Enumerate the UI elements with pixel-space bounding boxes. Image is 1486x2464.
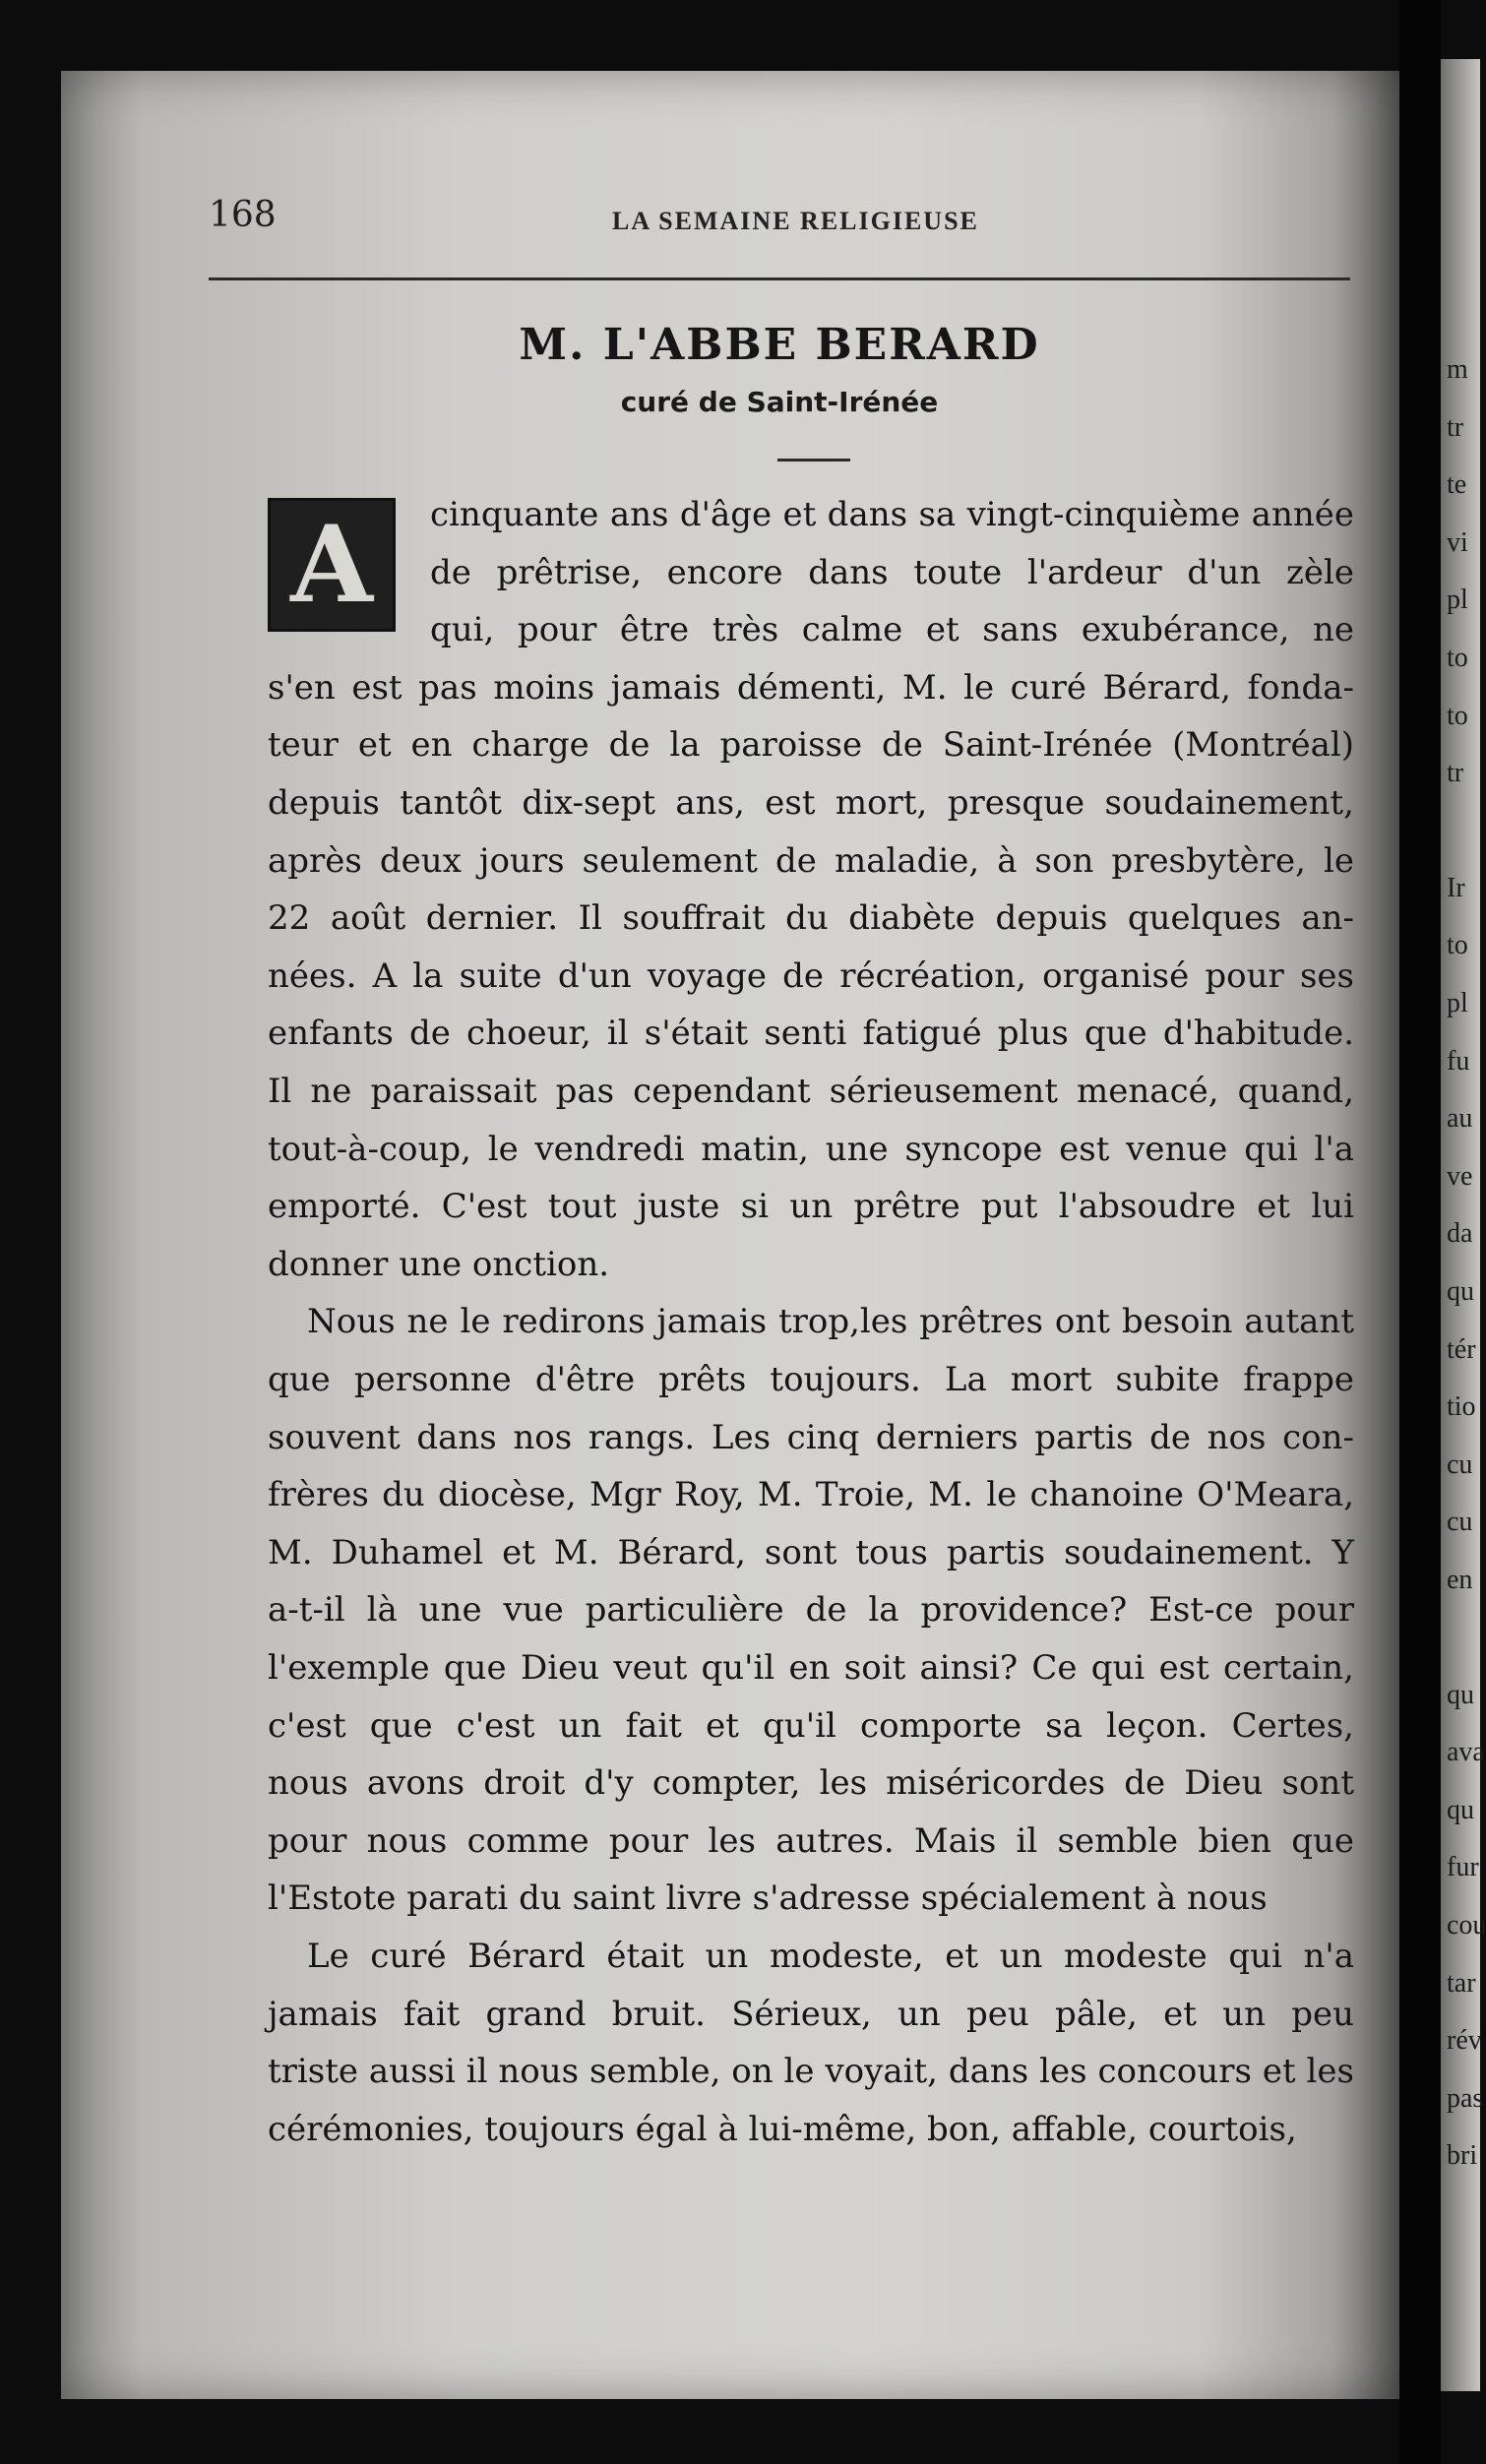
adjacent-page-fragment: qu	[1447, 1276, 1474, 1307]
body-line: enfants de choeur, il s'était senti fatigué plus que d'habitude.	[268, 1014, 1354, 1054]
body-line: Le curé Bérard était un modeste, et un modeste qui n'a	[307, 1937, 1354, 1976]
body-line: qui, pour être très calme et sans exubérance, ne	[430, 610, 1354, 650]
title-separator	[777, 459, 850, 462]
drop-cap-ornament	[268, 498, 396, 632]
adjacent-page-fragment: tr	[1447, 758, 1464, 789]
adjacent-page-fragment: cu	[1447, 1448, 1473, 1480]
adjacent-page-fragment: au	[1447, 1103, 1473, 1135]
body-line: souvent dans nos rangs. Les cinq derniers partis de nos con-	[268, 1417, 1354, 1457]
running-title: LA SEMAINE RELIGIEUSE	[612, 207, 979, 235]
body-line: emporté. C'est tout juste si un prêtre put l'absoudre et lui	[268, 1187, 1354, 1227]
book-page	[61, 71, 1399, 2399]
body-line: a-t-il là une vue particulière de la providence? Est-ce pour	[268, 1590, 1354, 1631]
body-line: 22 août dernier. Il souffrait du diabète depuis quelques an-	[268, 898, 1354, 939]
body-line: cinquante ans d'âge et dans sa vingt-cinquième année	[430, 495, 1354, 534]
body-line: l'exemple que Dieu veut qu'il en soit ainsi? Ce qui est certain,	[268, 1648, 1354, 1688]
adjacent-page-fragment: pl	[1447, 988, 1468, 1018]
body-line: jamais fait grand bruit. Sérieux, un peu pâle, et un peu	[268, 1994, 1354, 2034]
body-line: c'est que c'est un fait et qu'il comporte sa leçon. Certes,	[268, 1705, 1354, 1746]
article-subtitle: curé de Saint-Irénée	[620, 386, 939, 418]
article-title: M. L'ABBE BERARD	[519, 320, 1040, 370]
adjacent-page-fragment: tio	[1447, 1391, 1476, 1423]
body-line: teur et en charge de la paroisse de Saint-Irénée (Montréal)	[268, 725, 1354, 766]
adjacent-page-fragment: cou	[1447, 1910, 1486, 1940]
adjacent-page-fragment: qu	[1447, 1794, 1474, 1825]
body-line: de prêtrise, encore dans toute l'ardeur d'un zèle	[430, 552, 1354, 592]
adjacent-page-fragment: to	[1447, 643, 1468, 673]
body-line: tout-à-coup, le vendredi matin, une syncope est venue qui l'a	[268, 1129, 1354, 1169]
adjacent-page-fragment: en	[1447, 1565, 1473, 1595]
body-line: l'Estote parati du saint livre s'adresse spécialement à nous	[268, 1879, 1268, 1919]
adjacent-page-fragment: fur	[1447, 1852, 1479, 1883]
adjacent-page-fragment: to	[1447, 930, 1468, 961]
body-line: triste aussi il nous semble, on le voyait, dans les concours et les	[268, 2052, 1354, 2092]
body-line: nées. A la suite d'un voyage de récréation, organisé pour ses	[268, 955, 1354, 996]
adjacent-page-fragment: bri	[1447, 2140, 1478, 2172]
page-gutter	[1399, 0, 1441, 2464]
page-header	[209, 195, 1350, 244]
adjacent-page-fragment: to	[1447, 700, 1468, 731]
adjacent-page-edge	[1441, 59, 1486, 2391]
body-line: M. Duhamel et M. Bérard, sont tous partis soudainement. Y	[268, 1532, 1354, 1572]
body-line: nous avons droit d'y compter, les miséricordes de Dieu sont	[268, 1763, 1354, 1804]
body-line: pour nous comme pour les autres. Mais il semble bien que	[268, 1820, 1354, 1861]
body-line: s'en est pas moins jamais démenti, M. le curé Bérard, fonda-	[268, 667, 1354, 708]
adjacent-page-fragment: rév	[1447, 2025, 1482, 2057]
adjacent-page-fragment: qu	[1447, 1679, 1474, 1710]
body-line: que personne d'être prêts toujours. La mort subite frappe	[268, 1360, 1354, 1399]
header-rule	[209, 277, 1350, 280]
body-line: frères du diocèse, Mgr Roy, M. Troie, M. le chanoine O'Meara,	[268, 1475, 1354, 1515]
adjacent-page-fragment: m	[1447, 354, 1468, 385]
adjacent-page-fragment: fu	[1447, 1045, 1470, 1077]
body-line: après deux jours seulement de maladie, à son presbytère, le	[268, 840, 1354, 881]
body-line: Il ne paraissait pas cependant sérieusement menacé, quand,	[268, 1072, 1354, 1111]
adjacent-page-fragment: pl	[1447, 585, 1468, 616]
body-line: cérémonies, toujours égal à lui-même, bon, affable, courtois,	[268, 2109, 1297, 2149]
adjacent-page-fragment: tar	[1447, 1967, 1476, 1999]
body-line: depuis tantôt dix-sept ans, est mort, presque soudainement,	[268, 783, 1354, 823]
adjacent-page-fragment: ava	[1447, 1737, 1485, 1768]
adjacent-page-fragment: vi	[1447, 526, 1468, 558]
adjacent-page-fragment: da	[1447, 1218, 1473, 1250]
body-line: donner une onction.	[268, 1244, 610, 1284]
adjacent-page-fragment: tér	[1447, 1333, 1476, 1365]
adjacent-page-fragment: pas	[1447, 2082, 1484, 2114]
drop-cap-letter: A	[290, 503, 373, 627]
adjacent-page-fragment: ve	[1447, 1160, 1473, 1192]
adjacent-page-fragment: cu	[1447, 1507, 1473, 1538]
body-line: Nous ne le redirons jamais trop,les prêtres ont besoin autant	[307, 1302, 1354, 1342]
adjacent-page-fragment: tr	[1447, 411, 1464, 443]
page-number: 168	[209, 195, 277, 235]
adjacent-page-fragment: Ir	[1447, 872, 1465, 903]
adjacent-page-fragment: te	[1447, 469, 1467, 501]
